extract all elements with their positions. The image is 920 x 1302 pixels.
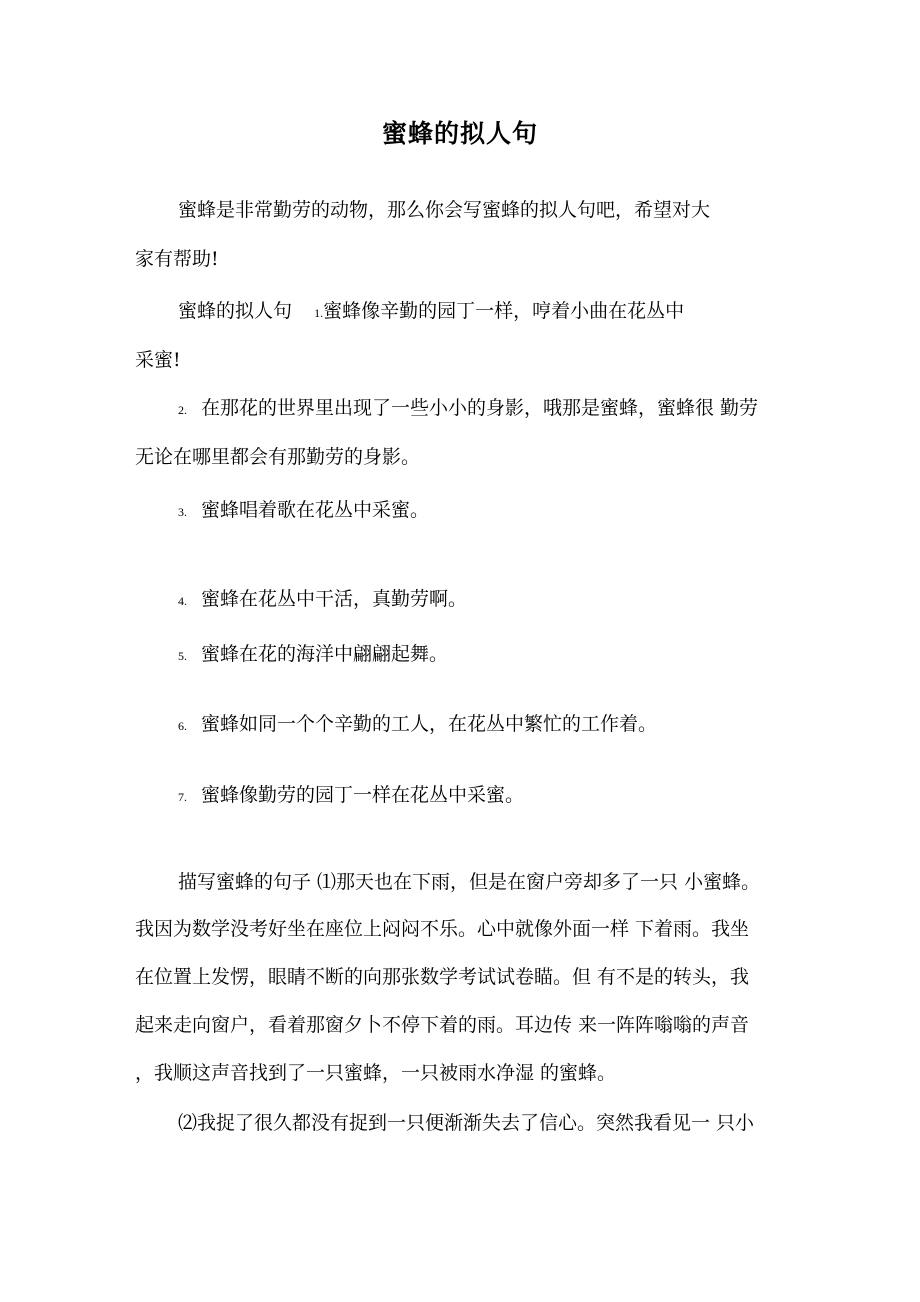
section2-line-3: 在位置上发愣，眼睛不断的向那张数学考试试卷瞄。但 有不是的转头，我: [135, 966, 750, 988]
list-item-4: [178, 585, 467, 615]
section2-line-4: 起来走向窗户，看着那窗夕卜不停下着的雨。耳边传 来一阵阵嗡嗡的声音: [135, 1014, 750, 1036]
list-item-1-number: 1.: [314, 306, 324, 320]
list-item-2-number: 2.: [178, 403, 187, 417]
list-item-1-text: 蜜蜂像辛勤的园丁一样，哼着小曲在花丛中: [323, 300, 685, 322]
list-item-2-continuation: 无论在哪里都会有那勤劳的身影。: [135, 446, 421, 468]
list-item-4-text: 蜜蜂在花丛中干活，真勤劳啊。: [201, 588, 468, 610]
list-item-6-number: 6.: [178, 719, 187, 733]
section2-line-6: ⑵我捉了很久都没有捉到一只便渐渐失去了信心。突然我看见一 只小: [178, 1112, 755, 1134]
list-item-2: [178, 394, 758, 424]
section2-line-2: 我因为数学没考好坐在座位上闷闷不乐。心中就像外面一样 下着雨。我坐: [135, 918, 750, 940]
list-item-7-text: 蜜蜂像勤劳的园丁一样在花丛中采蜜。: [201, 784, 525, 806]
list-item-4-number: 4.: [178, 594, 187, 608]
list-item-6: [178, 710, 657, 740]
list-item-7-number: 7.: [178, 790, 187, 804]
list-item-1-continuation: 采蜜!: [135, 349, 181, 371]
intro-line-1: 蜜蜂是非常勤劳的动物，那么你会写蜜蜂的拟人句吧，希望对大: [178, 199, 711, 221]
intro-line-2: 家有帮助!: [135, 248, 219, 270]
list-item-5: [178, 640, 448, 670]
list-item-3-text: 蜜蜂唱着歌在花丛中采蜜。: [201, 499, 430, 521]
list-item-5-text: 蜜蜂在花的海洋中翩翩起舞。: [201, 643, 449, 665]
document-title: 蜜蜂的拟人句: [381, 119, 538, 148]
section2-line-1: 描写蜜蜂的句子 ⑴那天也在下雨，但是在窗户旁却多了一只 小蜜蜂。: [178, 871, 761, 893]
list-item-7: [178, 781, 524, 811]
list-item-3-number: 3.: [178, 505, 187, 519]
list-item-6-text: 蜜蜂如同一个个辛勤的工人，在花丛中繁忙的工作着。: [201, 713, 658, 735]
list-item-3: [178, 496, 429, 526]
section1-lead: 蜜蜂的拟人句: [178, 300, 293, 322]
list-item-1: [178, 297, 684, 327]
section2-line-5: ，我顺这声音找到了一只蜜蜂，一只被雨水净湿 的蜜蜂。: [135, 1062, 617, 1084]
list-item-5-number: 5.: [178, 649, 187, 663]
list-item-2-text: 在那花的世界里出现了一些小小的身影，哦那是蜜蜂，蜜蜂很 勤劳: [201, 397, 759, 419]
